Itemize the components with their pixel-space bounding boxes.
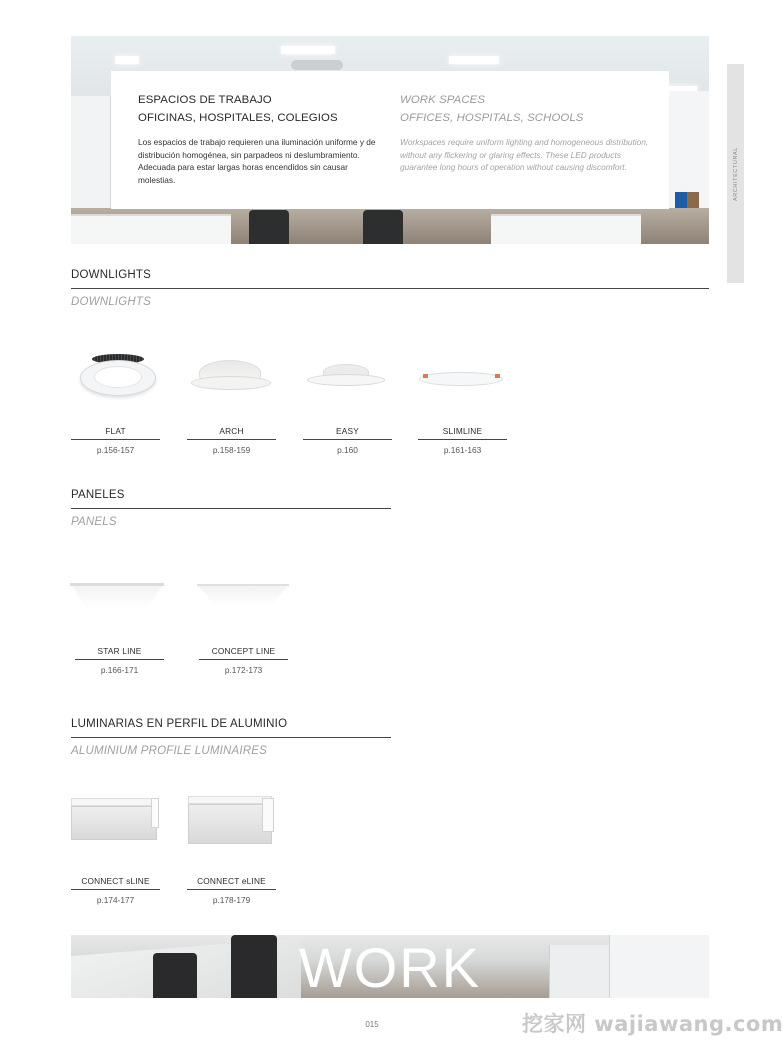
product-connect-sline[interactable] — [71, 876, 160, 905]
product-name: ARCH — [187, 426, 276, 440]
hero-title-es-2: OFICINAS, HOSPITALES, COLEGIOS — [138, 112, 338, 124]
product-name: EASY — [303, 426, 392, 440]
english-column — [400, 91, 650, 174]
banner-word: WORK — [298, 936, 482, 999]
side-tab[interactable] — [727, 64, 744, 283]
section-title-profiles: LUMINARIAS EN PERFIL DE ALUMINIO — [71, 718, 288, 730]
ceiling-vent — [291, 60, 343, 70]
office-desk — [491, 214, 641, 244]
product-arch[interactable] — [187, 426, 276, 455]
product-pages: p.156-157 — [96, 445, 135, 455]
product-connect-eline[interactable] — [187, 876, 276, 905]
ceiling-light — [449, 56, 499, 64]
product-name: CONNECT sLINE — [71, 876, 160, 890]
office-desk — [71, 214, 231, 244]
hero-title-en-2: OFFICES, HOSPITALS, SCHOOLS — [400, 112, 584, 124]
office-chair — [363, 210, 403, 244]
flat-downlight-image — [80, 354, 156, 398]
hero-body-es: Los espacios de trabajo requieren una iluminación uniforme y de distribución homogénea, sin parpadeos ni deslumbramiento. Adecuada para estar largas horas encendidos sin causar molestias. — [138, 137, 376, 185]
ceiling-light — [281, 46, 335, 54]
section-subtitle-panels: PANELS — [71, 516, 117, 528]
office-chair — [249, 210, 289, 244]
product-pages: p.161-163 — [443, 445, 482, 455]
section-rule — [71, 508, 391, 509]
product-name: SLIMLINE — [418, 426, 507, 440]
product-name: CONNECT eLINE — [187, 876, 276, 890]
arch-downlight-image — [191, 360, 271, 392]
product-name: FLAT — [71, 426, 160, 440]
product-flat[interactable] — [71, 426, 160, 455]
spanish-column — [138, 91, 383, 186]
connect-sline-image — [71, 798, 159, 842]
section-rule — [71, 288, 709, 289]
concept-line-panel-image — [197, 584, 289, 606]
section-subtitle-downlights: DOWNLIGHTS — [71, 296, 151, 308]
watermark: 挖家网 wajiawang.com — [522, 1012, 783, 1036]
product-pages: p.160 — [337, 445, 358, 455]
product-name: CONCEPT LINE — [199, 646, 288, 660]
page-number: 015 — [365, 1020, 379, 1029]
hero-title-en-1: WORK SPACES — [400, 94, 486, 106]
product-star-line[interactable] — [75, 646, 164, 675]
product-pages: p.166-171 — [100, 665, 139, 675]
product-name: STAR LINE — [75, 646, 164, 660]
section-title-downlights: DOWNLIGHTS — [71, 269, 151, 281]
hero-text-card — [111, 71, 669, 209]
product-pages: p.178-179 — [212, 895, 251, 905]
star-line-panel-image — [70, 583, 164, 609]
side-tab-label: ARCHITECTURAL — [732, 147, 739, 201]
easy-downlight-image — [307, 362, 385, 388]
product-pages: p.174-177 — [96, 895, 135, 905]
product-easy[interactable] — [303, 426, 392, 455]
section-title-panels: PANELES — [71, 489, 125, 501]
product-slimline[interactable] — [418, 426, 507, 455]
product-pages: p.172-173 — [224, 665, 263, 675]
ceiling-light — [115, 56, 139, 64]
hero-body-en: Workspaces require uniform lighting and homogeneous distribution, without any flickering or glaring effects. These LED products guarantee long hours of operation without causing discomfort. — [400, 137, 649, 172]
connect-eline-image — [188, 796, 274, 846]
hero-title-es-1: ESPACIOS DE TRABAJO — [138, 94, 272, 106]
slimline-downlight-image — [419, 366, 503, 388]
product-pages: p.158-159 — [212, 445, 251, 455]
product-concept-line[interactable] — [199, 646, 288, 675]
work-banner — [71, 935, 709, 998]
section-rule — [71, 737, 391, 738]
section-subtitle-profiles: ALUMINIUM PROFILE LUMINAIRES — [71, 745, 268, 757]
